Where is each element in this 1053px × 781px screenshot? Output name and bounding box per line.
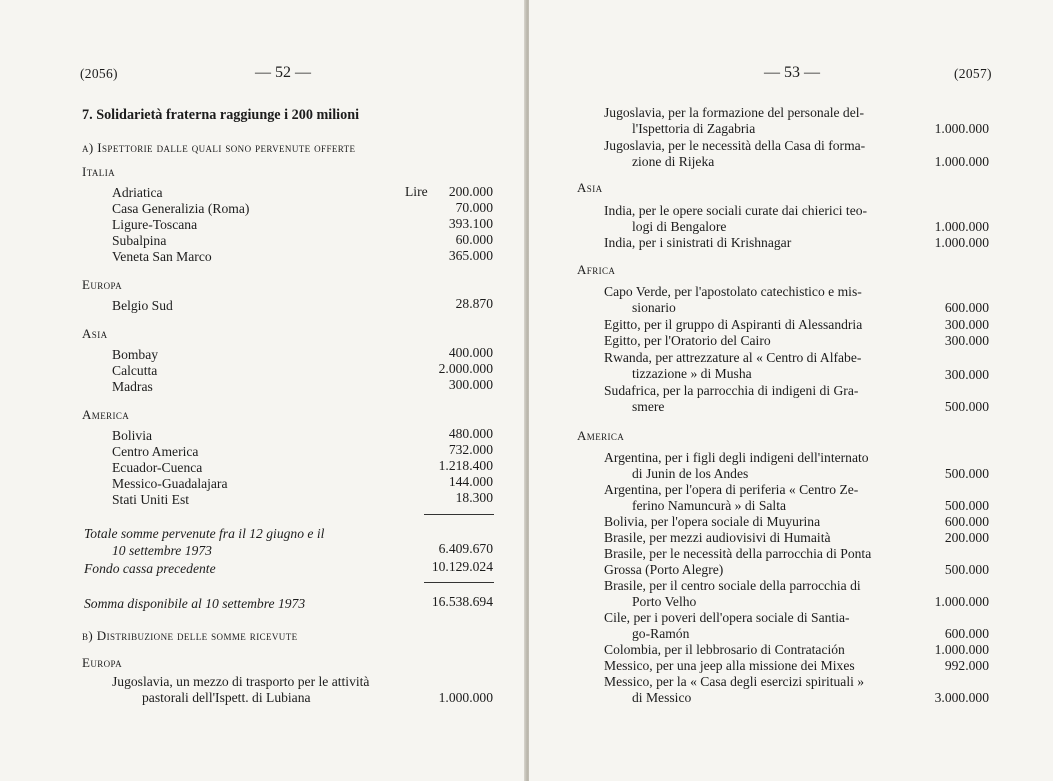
list-item-name: Subalpina (112, 233, 167, 248)
entry-line2: go-Ramón (632, 626, 690, 641)
entry-amount: 500.000 (944, 498, 989, 513)
heading-europa: Europa (82, 277, 123, 292)
heading-america: America (82, 407, 130, 422)
list-item-amount: 28.870 (455, 296, 493, 311)
entry-line1: Cile, per i poveri dell'opera sociale di Santia- (604, 610, 850, 625)
entry-line1: India, per le opere sociali curate dai chierici teo- (604, 203, 868, 218)
entry-amount: 200.000 (944, 530, 989, 545)
somma-amount: 16.538.694 (431, 594, 493, 609)
section-title: 7. Solidarietà fraterna raggiunge i 200 milioni (82, 107, 360, 123)
list-item-name: Madras (112, 379, 153, 394)
heading-italia: Italia (82, 164, 115, 179)
entry-amount: 300.000 (944, 333, 989, 348)
list-item-name: Casa Generalizia (Roma) (112, 201, 250, 216)
list-item-name: Ligure-Toscana (112, 217, 198, 232)
list-item-amount: 300.000 (448, 377, 493, 392)
list-item-amount: 393.100 (448, 216, 493, 231)
entry-line1: Capo Verde, per l'apostolato catechistico e mis- (604, 284, 862, 299)
subsection-a-heading: a) Ispettorie dalle quali sono pervenute offerte (82, 140, 356, 155)
entry-amount: 1.000.000 (934, 594, 989, 609)
entry-line2: l'Ispettoria di Zagabria (632, 121, 756, 136)
heading-europa-b: Europa (82, 655, 123, 670)
list-item-name: Bombay (112, 347, 159, 362)
entry-line1: Sudafrica, per la parrocchia di indigeni di Gra- (604, 383, 859, 398)
list-item-name: Ecuador-Cuenca (112, 460, 203, 475)
entry-amount: 500.000 (944, 399, 989, 414)
entry-line1: Brasile, per il centro sociale della parrocchia di (604, 578, 861, 593)
list-item-name: Veneta San Marco (112, 249, 212, 264)
list-item-amount: 200.000 (448, 184, 493, 199)
entry-line2: logi di Bengalore (632, 219, 727, 234)
list-item-name: Calcutta (112, 363, 158, 378)
list-item-amount: 2.000.000 (438, 361, 493, 376)
entry-line1: Messico, per una jeep alla missione dei Mixes (604, 658, 855, 673)
fondo-amount: 10.129.024 (431, 559, 493, 574)
entry-line1: Argentina, per i figli degli indigeni dell'internato (604, 450, 869, 465)
entry-line2: di Junin de los Andes (632, 466, 749, 481)
entry-line2: ferino Namuncurà » di Salta (632, 498, 787, 513)
entry-amount: 1.000.000 (438, 690, 493, 705)
entry-line1: Jugoslavia, un mezzo di trasporto per le attività (112, 674, 370, 689)
entry-amount: 300.000 (944, 367, 989, 382)
list-item-name: Stati Uniti Est (112, 492, 190, 507)
heading-africa: Africa (577, 262, 616, 277)
sum-rule (424, 582, 494, 583)
entry-line1: Jugoslavia, per le necessità della Casa di forma- (604, 138, 866, 153)
entry-amount: 3.000.000 (934, 690, 989, 705)
subsection-b-heading: b) Distribuzione delle somme ricevute (82, 628, 298, 643)
list-item-name: Belgio Sud (112, 298, 173, 313)
entry-amount: 600.000 (944, 626, 989, 641)
entry-line1: Rwanda, per attrezzature al « Centro di Alfabe- (604, 350, 862, 365)
entry-line2: tizzazione » di Musha (632, 366, 752, 381)
list-item-name: Centro America (112, 444, 199, 459)
entry-amount: 1.000.000 (934, 154, 989, 169)
list-item-amount: 365.000 (448, 248, 493, 263)
entry-line1: Colombia, per il lebbrosario di Contratación (604, 642, 845, 657)
entry-line1: Argentina, per l'opera di periferia « Centro Ze- (604, 482, 859, 497)
list-item-amount: 400.000 (448, 345, 493, 360)
entry-line2: di Messico (632, 690, 692, 705)
heading-asia: Asia (577, 180, 603, 195)
entry-amount: 992.000 (944, 658, 989, 673)
entry-line2: zione di Rijeka (632, 154, 715, 169)
list-item-name: Bolivia (112, 428, 153, 443)
entry-amount: 600.000 (944, 300, 989, 315)
list-item-name: Messico-Guadalajara (112, 476, 228, 491)
total-label-line2: 10 settembre 1973 (112, 543, 212, 558)
entry-amount: 600.000 (944, 514, 989, 529)
entry-line2: smere (632, 399, 665, 414)
entry-amount: 1.000.000 (934, 219, 989, 234)
entry-line1: Egitto, per l'Oratorio del Cairo (604, 333, 771, 348)
right-page (529, 0, 1053, 781)
right-page-number: — 53 — (764, 64, 820, 81)
entry-line2: Porto Velho (632, 594, 697, 609)
list-item-amount: 480.000 (448, 426, 493, 441)
left-page-number: — 52 — (255, 64, 311, 81)
entry-line2: sionario (632, 300, 676, 315)
somma-label: Somma disponibile al 10 settembre 1973 (84, 596, 306, 611)
list-item-name: Adriatica (112, 185, 163, 200)
entry-amount: 1.000.000 (934, 642, 989, 657)
heading-america: America (577, 428, 625, 443)
entry-line1: Brasile, per le necessità della parrocchia di Ponta (604, 546, 872, 561)
entry-amount: 300.000 (944, 317, 989, 332)
entry-line1: Messico, per la « Casa degli esercizi spirituali » (604, 674, 865, 689)
list-item-amount: 732.000 (448, 442, 493, 457)
left-page (0, 0, 526, 781)
right-header-code: (2057) (954, 66, 992, 81)
entry-line1: Jugoslavia, per la formazione del personale del- (604, 105, 865, 120)
list-item-amount: 60.000 (455, 232, 493, 247)
entry-line1: India, per i sinistrati di Krishnagar (604, 235, 792, 250)
entry-line2: pastorali dell'Ispett. di Lubiana (142, 690, 311, 705)
entry-line2: Grossa (Porto Alegre) (604, 562, 724, 577)
entry-amount: 1.000.000 (934, 121, 989, 136)
entry-line1: Egitto, per il gruppo di Aspiranti di Alessandria (604, 317, 863, 332)
fondo-label: Fondo cassa precedente (84, 561, 216, 576)
entry-line1: Brasile, per mezzi audiovisivi di Humaità (604, 530, 831, 545)
list-item-amount: 144.000 (448, 474, 493, 489)
entry-amount: 500.000 (944, 466, 989, 481)
list-item-amount: 70.000 (455, 200, 493, 215)
total-label-line1: Totale somme pervenute fra il 12 giugno e il (84, 526, 325, 541)
total-amount: 6.409.670 (438, 541, 493, 556)
entry-line1: Bolivia, per l'opera sociale di Muyurina (604, 514, 821, 529)
heading-asia: Asia (82, 326, 108, 341)
left-header-code: (2056) (80, 66, 118, 81)
sum-rule (424, 514, 494, 515)
list-item-amount: 1.218.400 (438, 458, 493, 473)
list-item-amount: 18.300 (455, 490, 493, 505)
currency-label: Lire (405, 184, 428, 199)
entry-amount: 500.000 (944, 562, 989, 577)
entry-amount: 1.000.000 (934, 235, 989, 250)
